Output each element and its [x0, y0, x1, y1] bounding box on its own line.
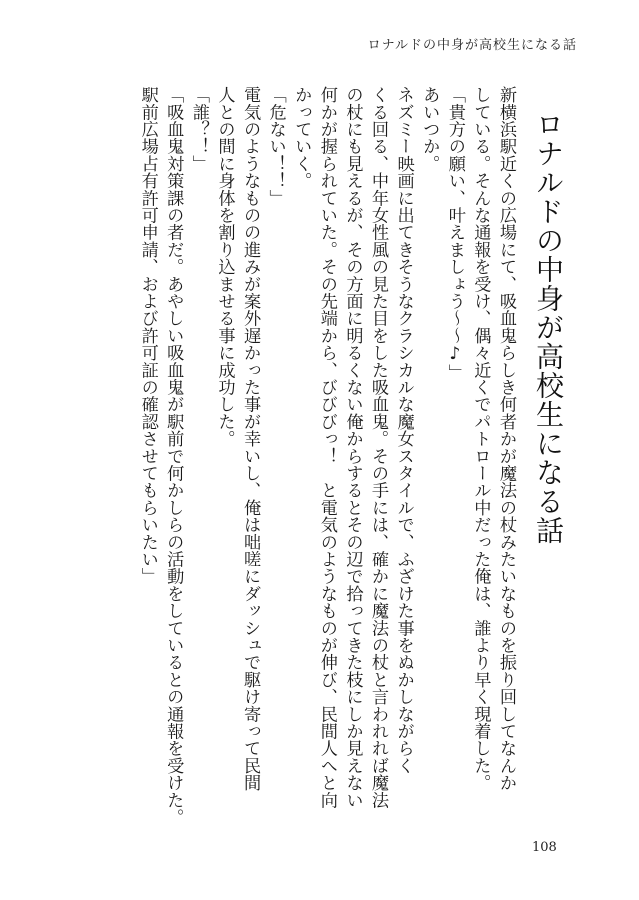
text-line: くる回る、中年女性風の見た目をした吸血鬼。その手には、確かに魔法の杖と言われれば魔法 — [368, 86, 389, 809]
text-line: 電気のようなものの進みが案外遅かった事が幸いし、俺は咄嗟にダッシュで駆け寄って民間 — [240, 86, 261, 792]
text-line: 「誰？！」 — [188, 86, 209, 172]
body-text — [108, 86, 518, 826]
text-line: ネズミー映画に出てきそうなクラシカルな魔女スタイルで、ふざけた事をぬかしながらく — [393, 86, 414, 774]
text-line: している。そんな通報を受け、偶々近くでパトロール中だった俺は、誰より早く現着した。 — [470, 86, 491, 792]
text-line: あいつか。 — [419, 86, 440, 172]
text-line: 「危ない！！」 — [265, 86, 286, 207]
text-line: 新横浜駅近くの広場にて、吸血鬼らしき何者かが魔法の杖みたいなものを振り回してなんか — [496, 86, 516, 792]
text-line: 人との間に身体を割り込ませる事に成功した。 — [214, 86, 235, 448]
text-line: 「貴方の願い、叶えましょう〜〜♪」 — [444, 86, 465, 382]
text-line: 何かが握られていた。その先端から、びびびっ！ と電気のようなものが伸び、民間人へと向 — [316, 86, 337, 809]
page-number: 108 — [532, 840, 557, 855]
text-line: 駅前広場占有許可申請、および許可証の確認させてもらいたい」 — [137, 86, 158, 585]
text-line: の杖にも見えるが、その方面に明るくない俺からするとその辺で拾ってきた枝にしか見えない — [342, 86, 363, 809]
text-line: 「吸血鬼対策課の者だ。あやしい吸血鬼が駅前で何かしらの活動をしているとの通報を受けた。 — [163, 86, 184, 826]
running-header: ロナルドの中身が高校生になる話 — [367, 38, 577, 53]
text-line: かっていく。 — [291, 86, 312, 190]
chapter-title: ロナルドの中身が高校生になる話 — [532, 110, 565, 545]
